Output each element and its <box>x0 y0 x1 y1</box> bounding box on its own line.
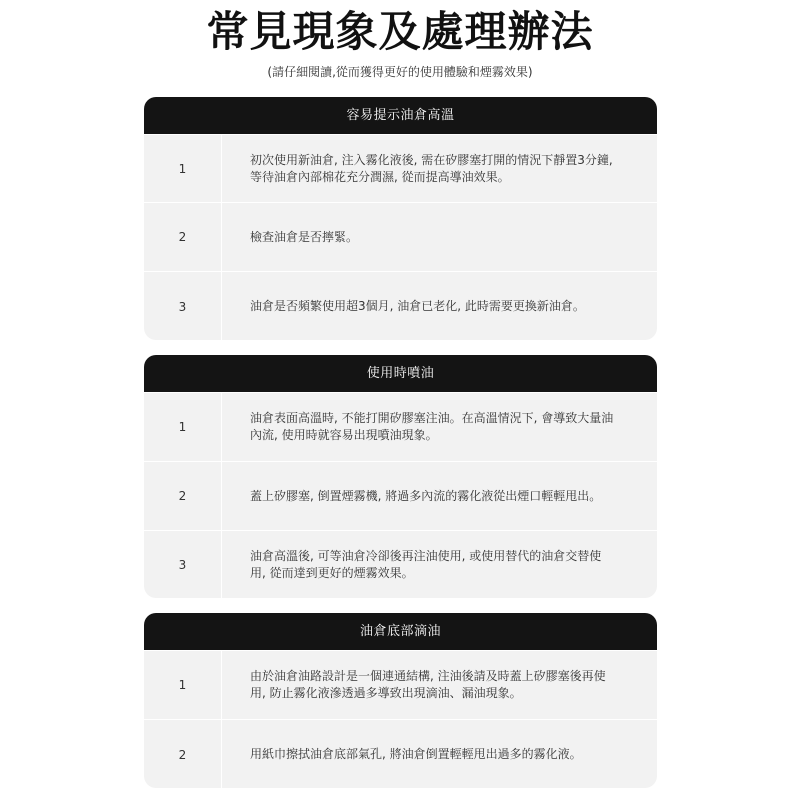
row-number: 1 <box>144 651 222 719</box>
table-row <box>144 650 657 719</box>
row-text <box>222 651 657 719</box>
page-subtitle: (請仔細閱讀,從而獲得更好的使用體驗和煙霧效果) <box>267 65 533 79</box>
row-text <box>222 272 657 340</box>
row-text-content: 初次使用新油倉, 注入霧化液後, 需在矽膠塞打開的情況下靜置3分鐘, 等待油倉內部棉花充分潤濕, 從而提高導油效果。 <box>250 152 613 184</box>
row-text-content: 油倉高溫後, 可等油倉冷卻後再注油使用, 或使用替代的油倉交替使用, 從而達到更好的煙霧效果。 <box>250 549 602 580</box>
row-text <box>222 135 657 202</box>
row-text <box>222 531 657 598</box>
page-title: 常見現象及處理辦法 <box>206 7 594 56</box>
table-row <box>144 461 657 530</box>
row-text-content: 檢查油倉是否擰緊。 <box>250 229 359 244</box>
table-row <box>144 719 657 788</box>
row-text-content: 蓋上矽膠塞, 倒置煙霧機, 將過多內流的霧化液從出煙口輕輕甩出。 <box>250 488 602 503</box>
row-text <box>222 393 657 461</box>
row-number: 3 <box>144 272 222 340</box>
row-text-content: 用紙巾擦拭油倉底部氣孔, 將油倉倒置輕輕甩出過多的霧化液。 <box>250 747 582 761</box>
row-text <box>222 462 657 530</box>
section-header: 油倉底部滴油 <box>144 613 657 650</box>
table-row <box>144 392 657 461</box>
section-bottom-leak <box>144 613 657 788</box>
section-oil-tank-overheat <box>144 97 657 340</box>
row-number: 1 <box>144 135 222 202</box>
section-header: 使用時噴油 <box>144 355 657 392</box>
row-text-content: 油倉表面高溫時, 不能打開矽膠塞注油。在高溫情況下, 會導致大量油內流, 使用時就容易出現噴油現象。 <box>250 411 614 442</box>
row-text-content: 油倉是否頻繁使用超3個月, 油倉已老化, 此時需要更換新油倉。 <box>250 299 585 313</box>
table-row <box>144 530 657 598</box>
table-row <box>144 134 657 202</box>
row-text-content: 由於油倉油路設計是一個連通結構, 注油後請及時蓋上矽膠塞後再使用, 防止霧化液滲透過多導致出現滴油、漏油現象。 <box>250 669 606 700</box>
row-number: 2 <box>144 462 222 530</box>
row-text <box>222 720 657 788</box>
row-number: 3 <box>144 531 222 598</box>
table-row <box>144 271 657 340</box>
row-number: 2 <box>144 203 222 271</box>
section-oil-spray <box>144 355 657 598</box>
section-header: 容易提示油倉高溫 <box>144 97 657 134</box>
row-text <box>222 203 657 271</box>
table-row <box>144 202 657 271</box>
row-number: 2 <box>144 720 222 788</box>
row-number: 1 <box>144 393 222 461</box>
